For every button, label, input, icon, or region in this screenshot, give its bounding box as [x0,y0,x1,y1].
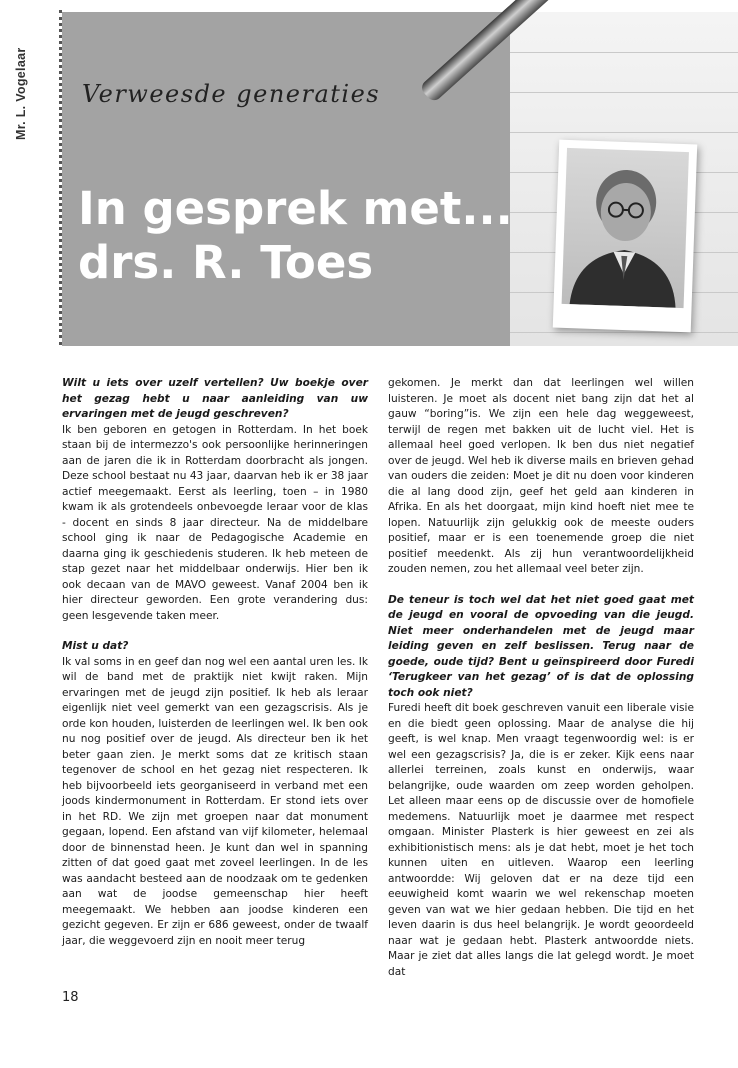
title-line-1: In gesprek met... [78,182,513,235]
right-column [388,376,694,980]
page-number: 18 [62,990,79,1005]
left-column [62,376,368,949]
question-1: Wilt u iets over uzelf vertellen? Uw boekje over het gezag hebt u naar aanleiding van uw ervaringen met de jeugd geschreven? [62,377,368,420]
answer-2-continued: gekomen. Je merkt dan dat leerlingen wel willen luisteren. Je moet als docent niet bang zijn dat het al gauw “boring”is. We zijn een hele dag weggeweest, terwijl de regen met bakken uit de lucht viel. Het is allemaal heel goed verlopen. Ik ben dus niet negatief over de jeugd. Wel heb ik diverse mails en brieven gehad van ouders die zeiden: Moet je dit nu doen voor kinderen die al lang dood zijn, geef het geld aan kinderen in Afrika. En als het doorgaat, mijn kind hoeft niet mee te lopen. Natuurlijk zijn gelukkig ook de meeste ouders positief, maar er is een toenemende groep die niet positief meedenkt. Als zij hun verantwoordelijkheid zouden nemen, zou het allemaal veel beter zijn. [388,377,694,575]
author-name: Mr. L. Vogelaar [14,47,28,140]
question-3: De teneur is toch wel dat het niet goed gaat met de jeugd en vooral de opvoeding van die jeugd. Niet meer onderhandelen met de jeugd maar leiding geven en zelf beslissen. Terug naar de goede, oude tijd? Bent u geïnspireerd door Furedi ‘Terugkeer van het gezag’ of is dat de oplossing toch ook niet? [388,593,694,699]
article-title [78,182,518,290]
title-line-2: drs. R. Toes [78,236,374,289]
answer-2: Ik val soms in en geef dan nog wel een aantal uren les. Ik wil de band met de praktijk niet kwijt raken. Mijn ervaringen met de jeugd zijn positief. Ik heb als leraar eigenlijk niet veel gemerkt van een gezagscrisis. Als je orde kon houden, luisterden de leerlingen wel. Ik ben ook nu nog positief over de jeugd. Als directeur ben ik het beter gaan zien. Je merkt soms dat ze kritisch staan tegenover de school en het gezag niet respecteren. Ik heb bijvoorbeeld iets georganiseerd in verband met een joods kindermonument in Rotterdam. Er stond iets over in het RD. We zijn met groepen naar dat monument gegaan, lopend. Een afstand van vijf kilometer, helemaal door de binnenstad heen. Je kunt dan wel in spanning zitten of dat goed gaat met zoveel leerlingen. In de les was aandacht besteed aan de noodzaak om te gedenken aan wat de joodse gemeenschap hier heeft meegemaakt. We hebben aan joodse kinderen een gezicht gegeven. Er zijn er 686 geweest, onder de twaalf jaar, die weggevoerd zijn en nooit meer terug [62,655,368,947]
portrait-photo [553,140,697,333]
question-2: Mist u dat? [62,640,129,652]
answer-3: Furedi heeft dit boek geschreven vanuit een liberale visie en die biedt geen oplossing. Maar de analyse die hij geeft, is wel knap. Men vraagt tegenwoordig wel: is er wel een gezagscrisis? Ja, die is er zeker. Kijk eens naar allerlei terreinen, zoals kunst en onderwijs, waar belangrijke, oude waarden om zeep worden geholpen. Let alleen maar eens op de discussie over de homofiele medemens. Natuurlijk moet je daarmee met respect omgaan. Minister Plasterk is hier geweest en zei als exhibitionistisch mens: als je dat hebt, moet je het toch kunnen uiten en uitleven. Waarop een leerling antwoordde: Wij geloven dat er na deze tijd een eeuwigheid komt waarin we wel rekenschap moeten geven van wat we hier gedaan hebben. Die tijd en het leven daarin is dus heel belangrijk. Je wordt geoordeeld naar wat je gedaan hebt. Plasterk antwoordde niets. Maar je ziet dat alles langs die lat gelegd wordt. Je moet dat [388,702,694,978]
series-title: Verweesde generaties [82,80,381,108]
portrait-figure [562,148,689,308]
dotted-divider [59,10,62,345]
answer-1: Ik ben geboren en getogen in Rotterdam. In het boek staan bij de intermezzo's ook persoonlijke herinneringen aan de jaren die ik in Rotterdam doorbracht als jongen. Deze school bestaat nu 43 jaar, daarvan heb ik er 38 jaar actief meegemaakt. Eerst als leerling, toen – in 1980 kwam ik als grotendeels onbevoegde leraar voor de klas - docent en sinds 8 jaar directeur. Na de middelbare school ging ik naar de Pedagogische Academie en daarna ging ik geschiedenis studeren. Ik heb meteen de stap gezet naar het middelbaar onderwijs. Hier ben ik ook decaan van de MAVO geweest. Vanaf 2004 ben ik hier directeur geworden. Een grote verandering dus: geen lesgevende taken meer. [62,423,368,622]
